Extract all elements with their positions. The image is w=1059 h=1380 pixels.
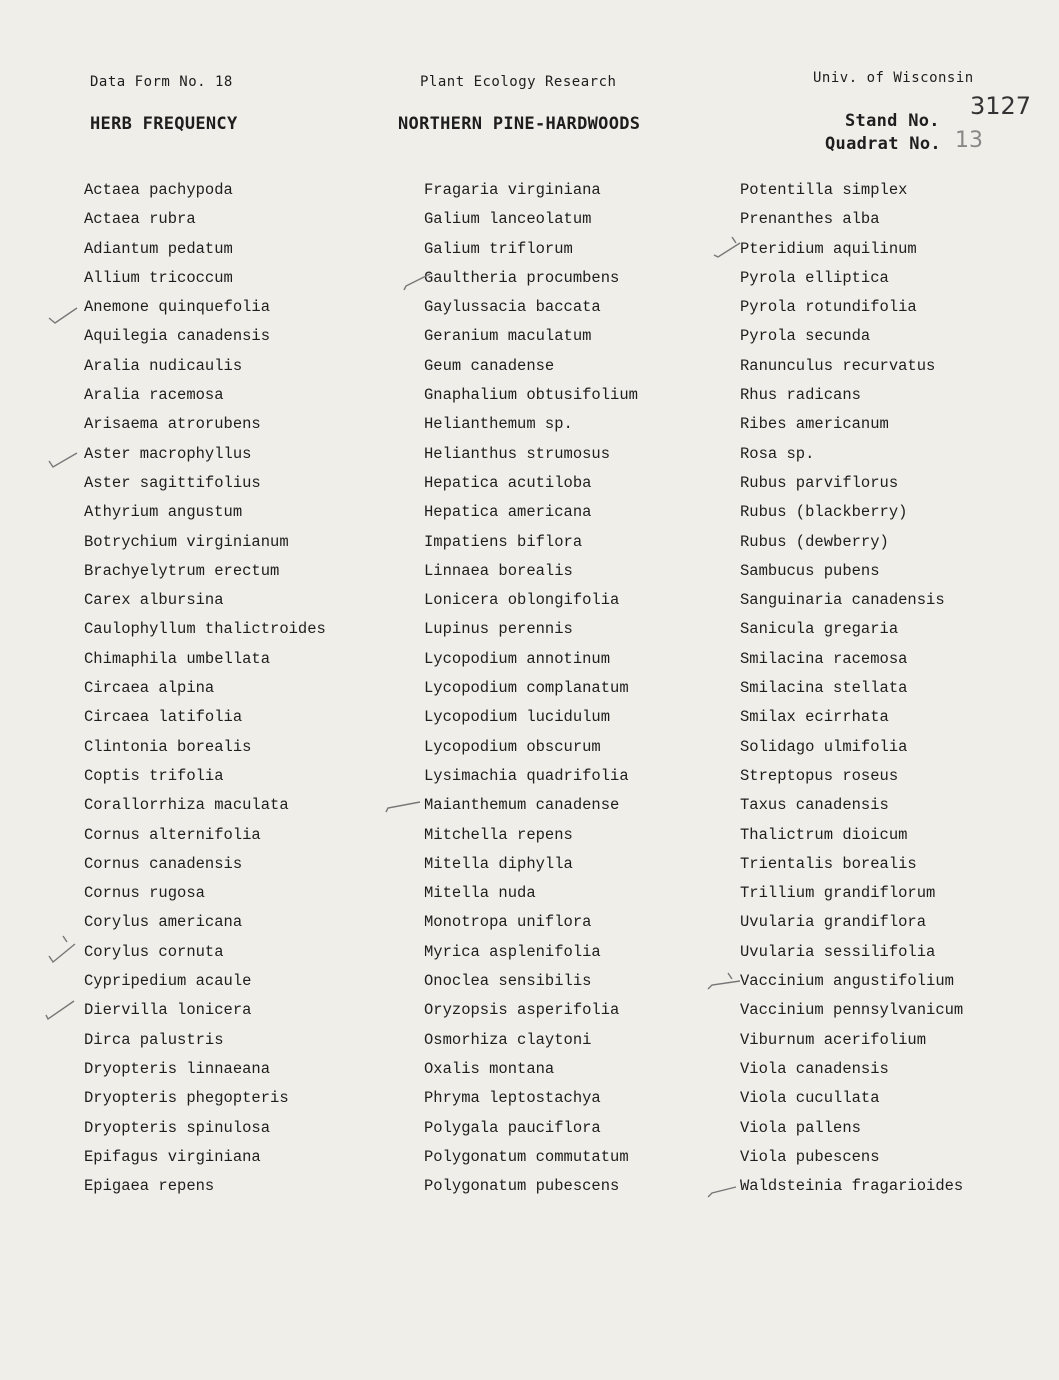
species-item: Osmorhiza claytoni [424,1030,592,1049]
species-item: Lonicera oblongifolia [424,591,620,610]
species-item: Galium lanceolatum [424,210,592,229]
species-item: Corylus americana [84,913,243,932]
species-item: Athyrium angustum [84,503,243,522]
species-item: Uvularia grandiflora [740,913,927,932]
species-item: Helianthus strumosus [424,444,611,463]
species-item: Viola cucullata [740,1089,880,1108]
species-item: Gaylussacia baccata [424,298,601,317]
species-item: Galium triflorum [424,239,573,258]
species-item: Monotropa uniflora [424,913,592,932]
species-item: Sanguinaria canadensis [740,591,945,610]
species-item: Lupinus perennis [424,620,573,639]
species-item: Dryopteris spinulosa [84,1118,271,1137]
species-item: Cornus alternifolia [84,825,261,844]
species-item: Waldsteinia fragarioides [740,1177,964,1196]
species-item: Trillium grandiflorum [740,884,936,903]
stand-number: 3127 [970,92,1032,120]
species-item: Viburnum acerifolium [740,1030,927,1049]
species-item: Allium tricoccum [84,268,233,287]
species-item: Corallorrhiza maculata [84,796,289,815]
species-column-2 [424,176,638,1201]
check-mark-icon [398,268,432,294]
species-item: Smilacina stellata [740,679,908,698]
quadrat-label: Quadrat No. [825,134,941,154]
form-title: HERB FREQUENCY [90,114,238,134]
species-item: Chimaphila umbellata [84,649,271,668]
species-item: Corylus cornuta [84,942,224,961]
species-item: Helianthemum sp. [424,415,573,434]
check-mark-icon [45,443,79,469]
species-item: Oxalis montana [424,1059,555,1078]
species-item: Pteridium aquilinum [740,239,917,258]
species-item: Polygala pauciflora [424,1118,601,1137]
species-item: Maianthemum canadense [424,796,620,815]
species-item: Mitella diphylla [424,854,573,873]
species-item: Viola canadensis [740,1059,889,1078]
species-item: Pyrola rotundifolia [740,298,917,317]
species-column-3 [740,176,963,1201]
species-item: Aralia racemosa [84,386,224,405]
species-item: Circaea latifolia [84,708,243,727]
species-item: Cornus rugosa [84,884,205,903]
species-item: Gaultheria procumbens [424,268,620,287]
species-item: Brachyelytrum erectum [84,561,280,580]
species-item: Phryma leptostachya [424,1089,601,1108]
species-item: Mitchella repens [424,825,573,844]
species-item: Actaea pachypoda [84,181,233,199]
species-item: Thalictrum dioicum [740,825,908,844]
species-item: Aster sagittifolius [84,473,261,492]
species-item: Dryopteris phegopteris [84,1089,289,1108]
species-item: Geranium maculatum [424,327,592,346]
species-item: Hepatica americana [424,503,592,522]
species-item: Rhus radicans [740,386,861,405]
species-item: Aquilegia canadensis [84,327,271,346]
species-item: Viola pallens [740,1118,861,1137]
species-item: Impatiens biflora [424,532,583,551]
species-item: Rubus (blackberry) [740,503,908,522]
species-item: Potentilla simplex [740,181,908,199]
species-item: Aster macrophyllus [84,444,252,463]
species-item: Actaea rubra [84,210,196,229]
check-mark-icon [382,796,422,816]
species-item: Vaccinium angustifolium [740,972,954,991]
species-item: Vaccinium pennsylvanicum [740,1001,964,1020]
species-item: Onoclea sensibilis [424,972,592,991]
species-item: Polygonatum commutatum [424,1147,629,1166]
species-item: Taxus canadensis [740,796,889,815]
species-item: Diervilla lonicera [84,1001,252,1020]
species-item: Sanicula gregaria [740,620,899,639]
species-item: Mitella nuda [424,884,536,903]
species-item: Geum canadense [424,356,555,375]
species-column-1 [84,176,326,1201]
species-item: Carex albursina [84,591,224,610]
species-item: Dirca palustris [84,1030,224,1049]
stand-label: Stand No. [845,111,940,131]
university-label: Univ. of Wisconsin [813,70,974,86]
species-item: Viola pubescens [740,1147,880,1166]
species-item: Prenanthes alba [740,210,880,229]
species-item: Trientalis borealis [740,854,917,873]
species-item: Epifagus virginiana [84,1147,261,1166]
species-item: Dryopteris linnaeana [84,1059,271,1078]
species-item: Cornus canadensis [84,854,243,873]
species-item: Cypripedium acaule [84,972,252,991]
species-item: Oryzopsis asperifolia [424,1001,620,1020]
species-item: Coptis trifolia [84,766,224,785]
species-item: Rosa sp. [740,444,815,463]
check-mark-icon [45,930,79,964]
species-item: Anemone quinquefolia [84,298,271,317]
species-item: Gnaphalium obtusifolium [424,386,638,405]
species-item: Clintonia borealis [84,737,252,756]
species-item: Pyrola elliptica [740,268,889,287]
species-item: Lycopodium annotinum [424,649,611,668]
species-item: Arisaema atrorubens [84,415,261,434]
species-item: Sambucus pubens [740,561,880,580]
species-item: Lysimachia quadrifolia [424,766,629,785]
species-item: Rubus (dewberry) [740,532,889,551]
species-item: Circaea alpina [84,679,215,698]
species-item: Pyrola secunda [740,327,871,346]
species-item: Epigaea repens [84,1177,215,1196]
check-mark-icon [704,971,742,993]
species-item: Aralia nudicaulis [84,356,243,375]
species-item: Ribes americanum [740,415,889,434]
check-mark-icon [704,1181,738,1201]
species-item: Solidago ulmifolia [740,737,908,756]
species-item: Smilax ecirrhata [740,708,889,727]
species-item: Myrica asplenifolia [424,942,601,961]
species-item: Botrychium virginianum [84,532,289,551]
check-mark-icon [710,235,744,261]
species-item: Polygonatum pubescens [424,1177,620,1196]
species-item: Fragaria virginiana [424,181,601,199]
species-item: Lycopodium complanatum [424,679,629,698]
species-item: Uvularia sessilifolia [740,942,936,961]
species-item: Ranunculus recurvatus [740,356,936,375]
form-number: Data Form No. 18 [90,74,233,90]
species-item: Hepatica acutiloba [424,473,592,492]
species-item: Streptopus roseus [740,766,899,785]
species-item: Lycopodium lucidulum [424,708,611,727]
institution-label: Plant Ecology Research [420,74,617,90]
community-title: NORTHERN PINE-HARDWOODS [398,114,641,134]
check-mark-icon [45,298,79,324]
species-item: Lycopodium obscurum [424,737,601,756]
quadrat-number: 13 [955,128,983,153]
species-item: Adiantum pedatum [84,239,233,258]
species-item: Smilacina racemosa [740,649,908,668]
check-mark-icon [42,995,76,1021]
species-item: Caulophyllum thalictroides [84,620,326,639]
species-item: Rubus parviflorus [740,473,899,492]
species-item: Linnaea borealis [424,561,573,580]
